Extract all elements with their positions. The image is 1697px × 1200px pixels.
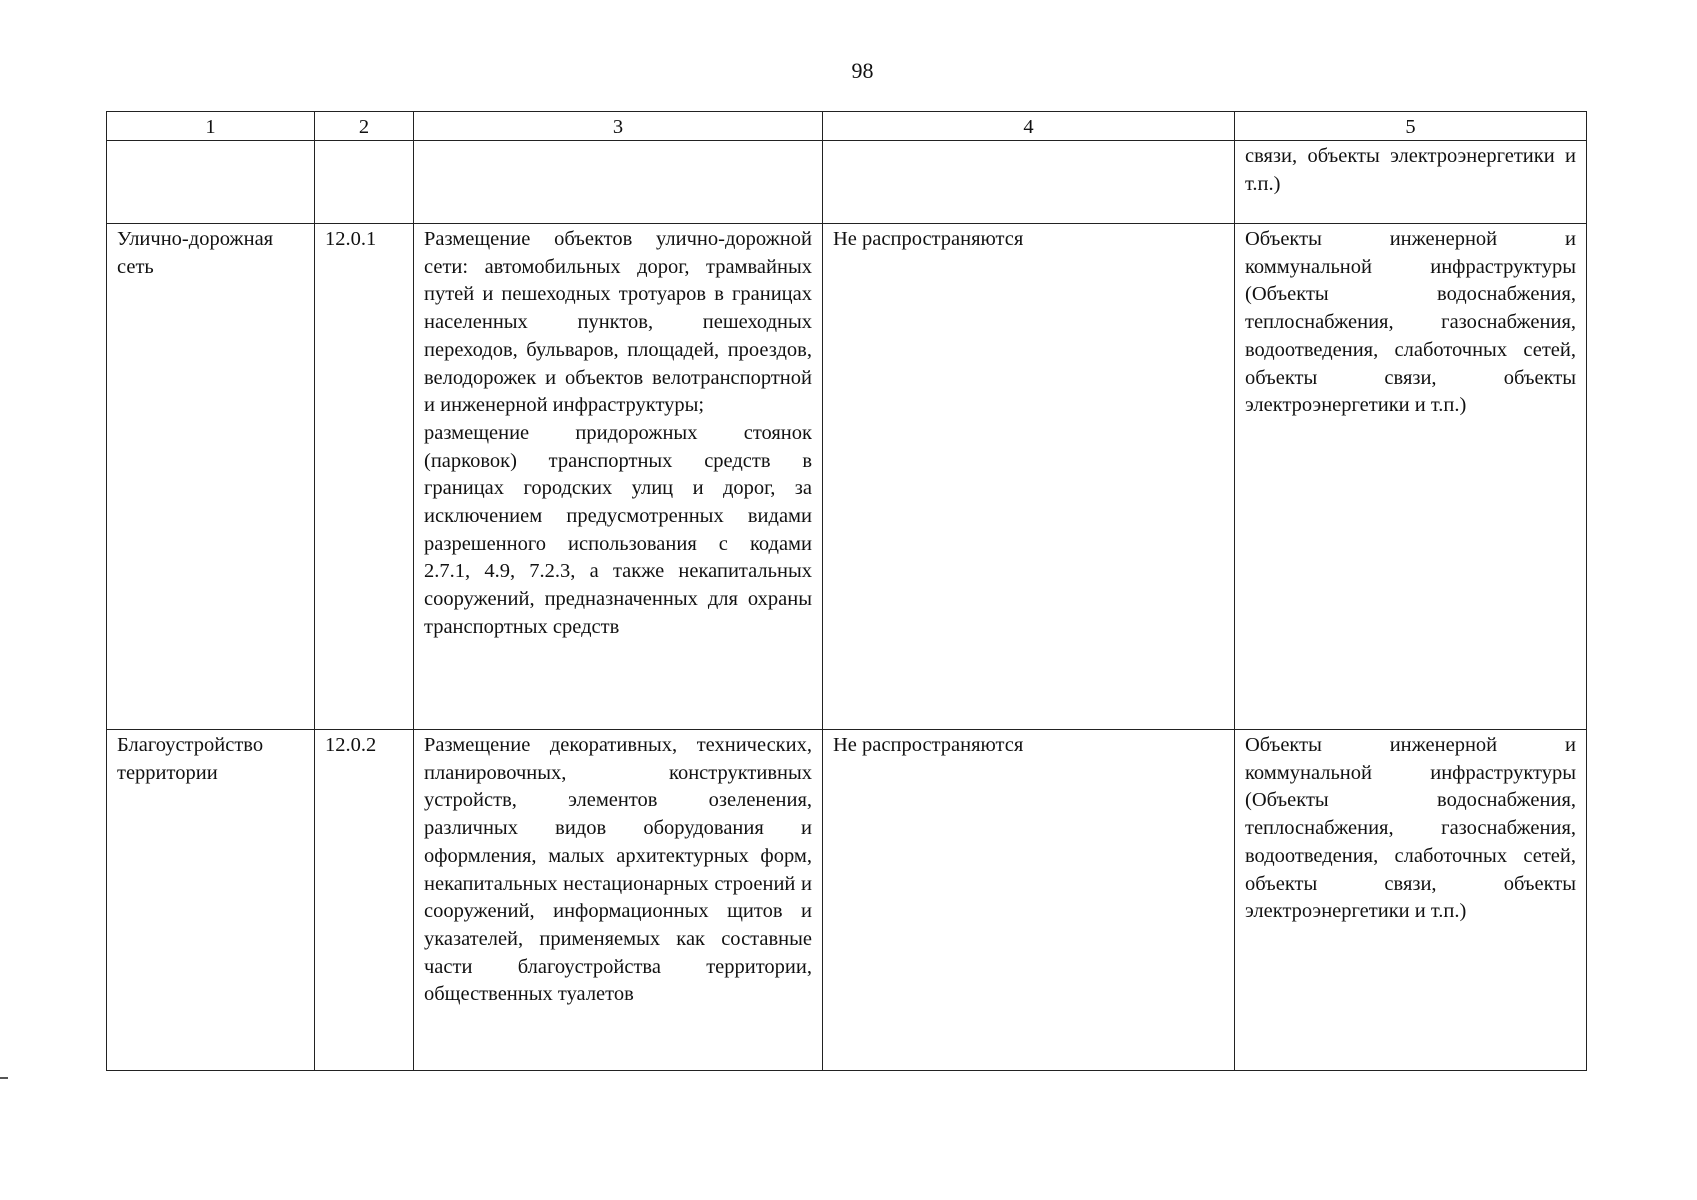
land-use-code: 12.0.2	[315, 730, 414, 1071]
table-cell	[315, 141, 414, 224]
description-paragraph: размещение придорожных стоянок (парковок) транспортных средств в границах городских улиц и дорог, за исключением предусмотренных видами разрешенного использования с кодами 2.7.1, 4.9, 7.2.3, а также некапитальных сооружений, предназначенных для охраны транспортных средств	[424, 421, 812, 638]
land-use-description	[414, 224, 823, 730]
land-use-name: Благоустройство территории	[107, 730, 315, 1071]
table-cell	[107, 141, 315, 224]
land-use-name: Улично-дорожная сеть	[107, 224, 315, 730]
restrictions-cell: Не распространяются	[823, 224, 1235, 730]
column-header-5: 5	[1235, 112, 1587, 141]
table-row	[107, 730, 1587, 1071]
description-paragraph: Размещение объектов улично-дорожной сети: автомобильных дорог, трамвайных путей и пешеходных тротуаров в границах населенных пунктов, пешеходных переходов, бульваров, площадей, проездов, велодорожек и объектов велотранспортной и инженерной инфраструктуры;	[424, 228, 812, 417]
auxiliary-objects-cell: Объекты инженерной и коммунальной инфраструктуры (Объекты водоснабжения, теплоснабжения, газоснабжения, водоотведения, слаботочных сетей, объекты связи, объекты электроэнергетики и т.п.)	[1235, 224, 1587, 730]
restrictions-cell: Не распространяются	[823, 730, 1235, 1071]
table-cell	[823, 141, 1235, 224]
land-use-description	[414, 730, 823, 1071]
continued-text-cell: связи, объекты электроэнергетики и т.п.)	[1235, 141, 1587, 224]
description-paragraph: Размещение декоративных, технических, планировочных, конструктивных устройств, элементов озеленения, различных видов оборудования и оформления, малых архитектурных форм, некапитальных нестационарных строений и сооружений, информационных щитов и указателей, применяемых как составные части благоустройства территории, общественных туалетов	[424, 734, 812, 1006]
scan-artifact-line	[0, 1077, 8, 1079]
column-header-3: 3	[414, 112, 823, 141]
auxiliary-objects-cell: Объекты инженерной и коммунальной инфраструктуры (Объекты водоснабжения, теплоснабжения, газоснабжения, водоотведения, слаботочных сетей, объекты связи, объекты электроэнергетики и т.п.)	[1235, 730, 1587, 1071]
zoning-table	[106, 111, 1587, 1071]
column-header-4: 4	[823, 112, 1235, 141]
table-row	[107, 224, 1587, 730]
land-use-code: 12.0.1	[315, 224, 414, 730]
column-header-1: 1	[107, 112, 315, 141]
table-row	[107, 141, 1587, 224]
column-header-2: 2	[315, 112, 414, 141]
table-header-row	[107, 112, 1587, 141]
table-cell	[414, 141, 823, 224]
page-number: 98	[851, 58, 874, 83]
